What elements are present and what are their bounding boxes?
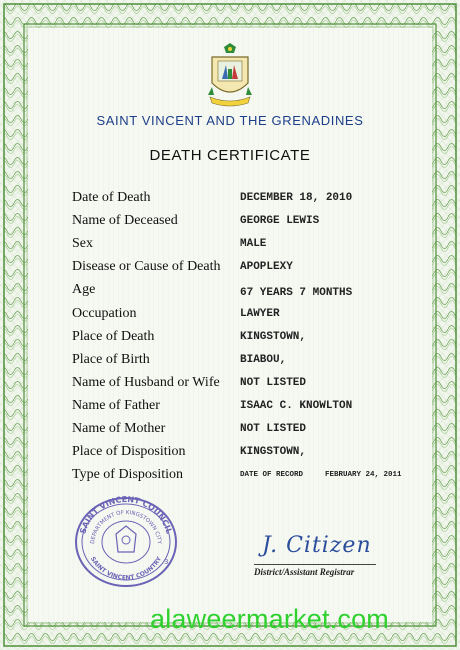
field-row — [72, 421, 432, 443]
field-label: Occupation — [72, 306, 137, 321]
field-label: Name of Mother — [72, 421, 166, 436]
field-value: MALE — [240, 238, 267, 250]
field-row — [72, 444, 432, 466]
field-value: FEBRUARY 24, 2011 — [325, 471, 402, 479]
field-value: DECEMBER 18, 2010 — [240, 192, 353, 204]
field-label: Type of Disposition — [72, 467, 184, 482]
field-value: KINGSTOWN, — [240, 446, 307, 458]
registrar-signature: J. Citizen — [262, 533, 372, 558]
field-row — [72, 329, 432, 351]
coat-of-arms-icon — [204, 43, 256, 111]
seal-number: 3 — [164, 558, 169, 566]
seal-top-text: SAINT VINCENT COUNCIL — [78, 494, 174, 535]
field-row — [72, 467, 432, 489]
country-name: SAINT VINCENT AND THE GRENADINES — [96, 113, 364, 128]
field-label: Place of Death — [72, 329, 155, 344]
field-label: Disease or Cause of Death — [72, 259, 221, 274]
field-row — [72, 352, 432, 374]
field-label: Name of Husband or Wife — [72, 375, 220, 390]
seal-inner-text: DEPARTMENT OF KINGSTOWN CITY — [90, 509, 162, 545]
signature-caption: District/Assistant Registrar — [254, 567, 355, 577]
signature-line — [254, 564, 376, 565]
field-value: BIABOU, — [240, 354, 287, 366]
document-title: DEATH CERTIFICATE — [149, 147, 311, 164]
field-label: Place of Birth — [72, 352, 150, 367]
field-value: NOT LISTED — [240, 423, 307, 435]
seal-bottom-text: SAINT VINCENT COUNTRY — [88, 555, 164, 582]
field-label: Name of Deceased — [72, 213, 178, 228]
field-value: LAWYER — [240, 308, 280, 320]
field-value: KINGSTOWN, — [240, 331, 307, 343]
field-row — [72, 375, 432, 397]
field-value-prefix: DATE OF RECORD — [240, 471, 304, 479]
field-row — [72, 213, 432, 235]
field-row — [72, 398, 432, 420]
field-row — [72, 259, 432, 281]
field-value: GEORGE LEWIS — [240, 215, 320, 227]
field-label: Place of Disposition — [72, 444, 186, 459]
svg-text:SAINT VINCENT COUNTRY — [89, 555, 164, 581]
field-value: ISAAC C. KNOWLTON — [240, 400, 353, 412]
field-row — [72, 190, 432, 212]
field-value: NOT LISTED — [240, 377, 307, 389]
field-label: Name of Father — [72, 398, 160, 413]
field-value: 67 YEARS 7 MONTHS — [240, 287, 353, 299]
field-value: APOPLEXY — [240, 261, 293, 273]
site-watermark: alaweermarket.com — [150, 604, 389, 634]
field-label: Date of Death — [72, 190, 151, 205]
svg-text:DEPARTMENT OF KINGSTOWN CITY — [90, 510, 162, 545]
field-label: Age — [72, 282, 96, 297]
field-label: Sex — [72, 236, 93, 251]
field-row — [72, 306, 432, 328]
field-row — [72, 282, 432, 304]
field-row — [72, 236, 432, 258]
council-seal-icon — [74, 494, 178, 588]
